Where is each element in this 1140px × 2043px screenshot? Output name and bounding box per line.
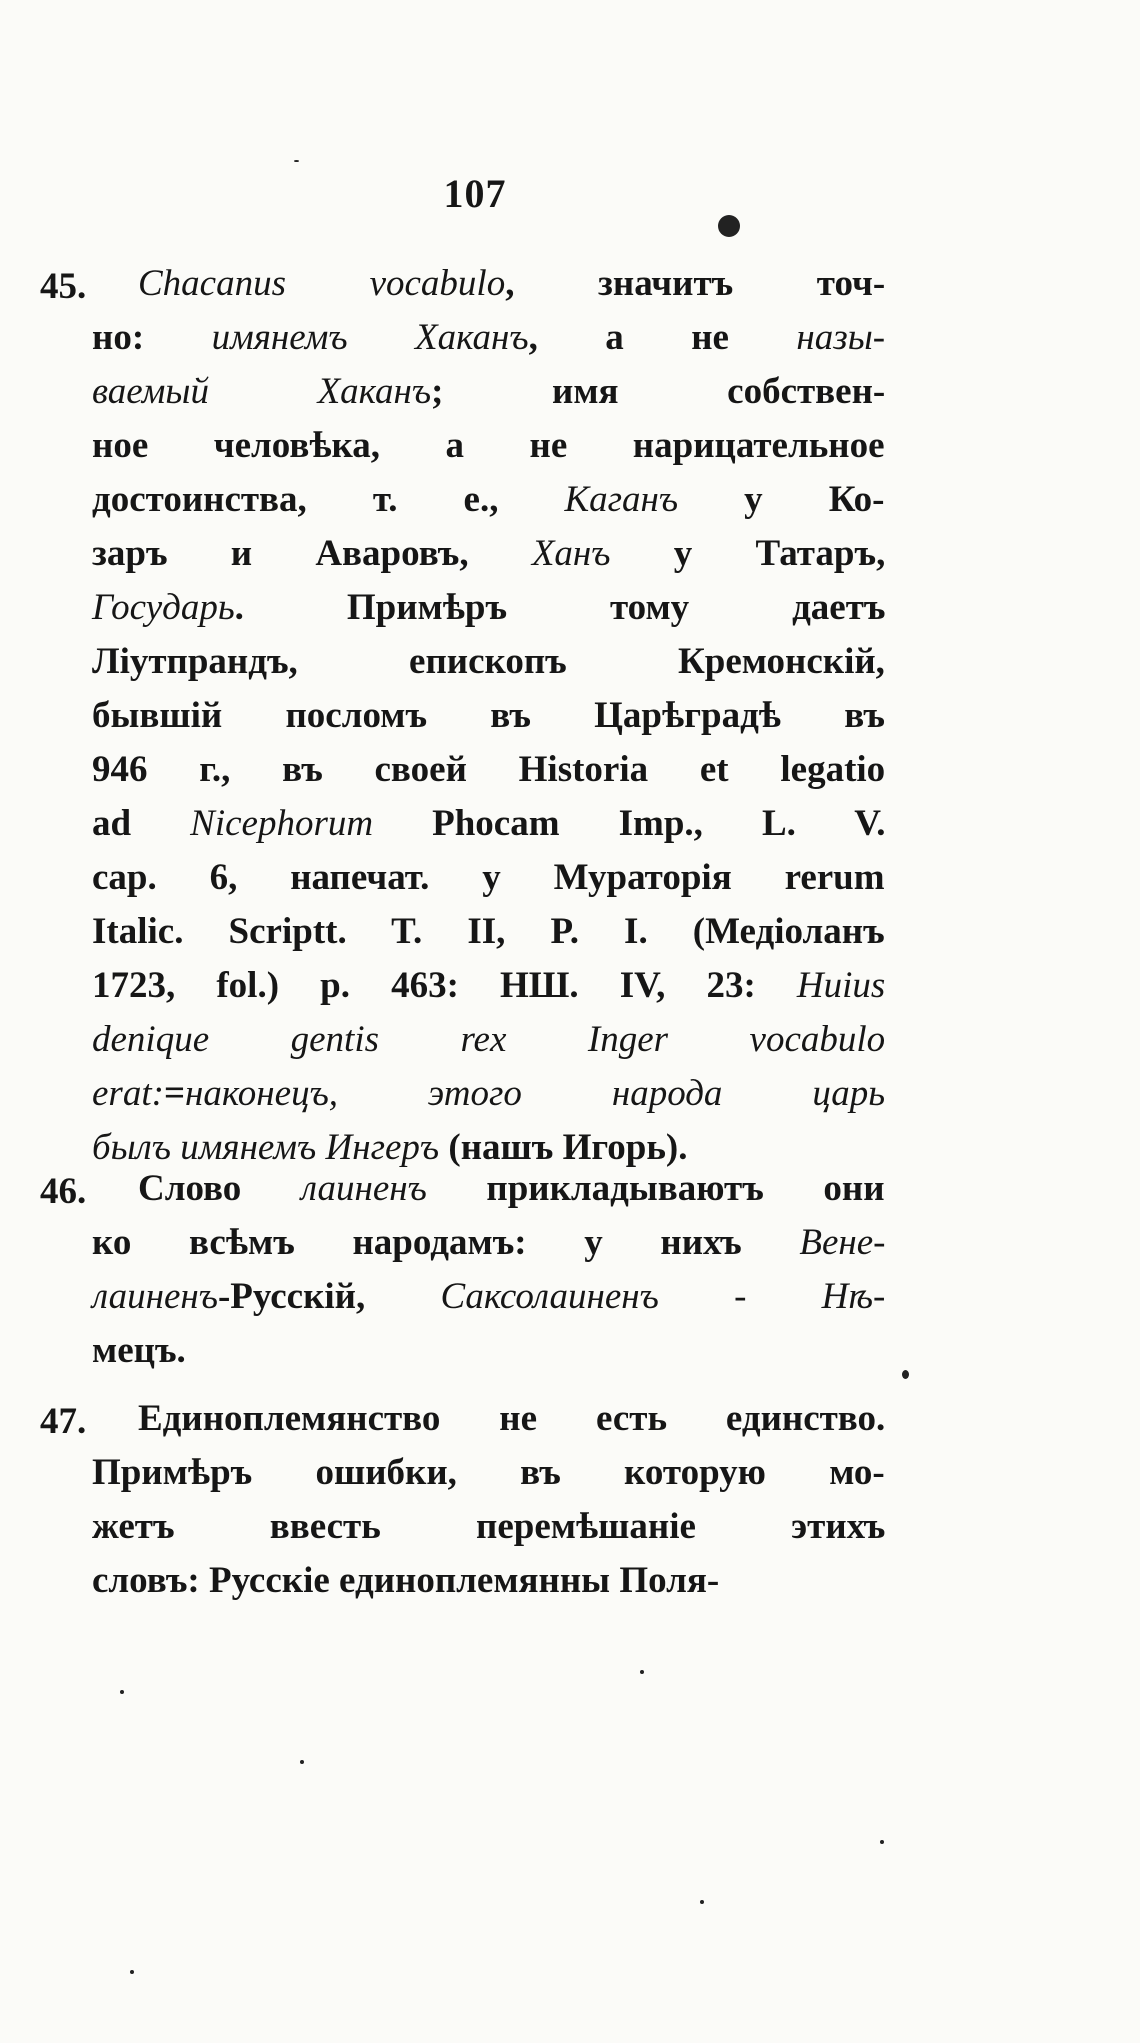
text-span: жетъ ввесть перемѣшаніе этихъ — [92, 1506, 886, 1547]
text-line — [138, 1170, 885, 1207]
italic-text: ваемый Хаканъ — [92, 371, 432, 412]
text-line — [92, 427, 885, 464]
text-span: -Русскій, — [217, 1276, 441, 1317]
text-span: ное человѣка, а не нарицательное — [92, 425, 885, 466]
text-span: ad — [92, 803, 191, 844]
text-line — [92, 751, 885, 788]
text-line — [92, 535, 885, 572]
text-span: 1723, fol.) p. 463: НШ. IV, 23: — [92, 965, 797, 1006]
ink-speck — [700, 1900, 704, 1904]
text-line — [92, 1454, 885, 1491]
text-span: у Татаръ, — [610, 533, 886, 574]
italic-text: denique gentis rex Inger vocabulo — [92, 1019, 886, 1060]
text-line — [92, 1508, 885, 1545]
entry-number: 47. — [40, 1401, 87, 1442]
text-span: Phocam Imp., L. V. — [373, 803, 886, 844]
text-span: мецъ. — [92, 1330, 186, 1371]
text-span: Italic. Scriptt. T. II, P. I. (Медіоланъ — [92, 911, 885, 952]
italic-text: наконецъ, этого народа царь — [185, 1073, 886, 1114]
ink-speck — [902, 1370, 909, 1379]
text-line — [92, 913, 885, 950]
ink-speck — [300, 1760, 304, 1764]
text-span: ко всѣмъ народамъ: у нихъ — [92, 1222, 800, 1263]
ink-blot — [718, 215, 740, 237]
italic-text: лаиненъ — [300, 1168, 427, 1209]
text-line — [92, 805, 885, 842]
text-line — [92, 697, 885, 734]
text-line — [92, 481, 885, 518]
ink-speck — [294, 160, 299, 162]
text-span: Слово — [138, 1168, 301, 1209]
ink-speck — [640, 1670, 644, 1674]
text-line — [92, 1075, 885, 1112]
italic-text: Ханъ — [531, 533, 611, 574]
text-line — [92, 1332, 186, 1369]
text-span: . Примѣръ тому даетъ — [234, 587, 886, 628]
text-span: , значитъ точ- — [505, 263, 886, 304]
text-line — [92, 319, 885, 356]
ink-speck — [880, 1840, 884, 1844]
text-span: ; имя собствен- — [431, 371, 886, 412]
page-number: 107 — [443, 171, 507, 216]
entry-number: 46. — [40, 1171, 87, 1212]
text-line — [138, 1400, 885, 1437]
text-line — [92, 1129, 687, 1166]
italic-text: былъ имянемъ Ингеръ — [92, 1127, 440, 1168]
italic-text: лаиненъ — [92, 1276, 218, 1317]
italic-text: Вене- — [799, 1222, 886, 1263]
ink-speck — [130, 1970, 134, 1974]
italic-text: Саксолаиненъ - Нѣ- — [440, 1276, 886, 1317]
italic-text: назы- — [796, 317, 886, 358]
ink-speck — [120, 1690, 124, 1694]
italic-text: Nicephorum — [190, 803, 374, 844]
italic-text: имянемъ Хаканъ — [211, 317, 529, 358]
text-span: но: — [92, 317, 212, 358]
italic-text: Государь — [92, 587, 235, 628]
text-line — [92, 967, 885, 1004]
text-span: Ліутпрандъ, епископъ Кремонскій, — [92, 641, 885, 682]
italic-text: Chacanus vocabulo — [138, 263, 506, 304]
text-line — [92, 1562, 719, 1599]
text-line — [138, 265, 885, 302]
text-span: у Ко- — [678, 479, 885, 520]
text-line — [92, 589, 885, 626]
text-line — [92, 373, 885, 410]
text-span: заръ и Аваровъ, — [92, 533, 532, 574]
text-span: (нашъ Игорь). — [439, 1127, 688, 1168]
text-span: Примѣръ ошибки, въ которую мо- — [92, 1452, 885, 1493]
text-span: 946 г., въ своей Historia et legatio — [92, 749, 886, 790]
text-span: словъ: Русскіе единоплемянны Поля- — [92, 1560, 720, 1601]
text-line — [92, 643, 885, 680]
text-span: cap. 6, напечат. у Мураторія rerum — [92, 857, 885, 898]
italic-text: erat: — [92, 1073, 164, 1114]
text-line — [92, 1278, 885, 1315]
text-span: бывшій посломъ въ Царѣградѣ въ — [92, 695, 885, 736]
italic-text: Каганъ — [564, 479, 679, 520]
text-span: достоинства, т. е., — [92, 479, 565, 520]
text-span: = — [163, 1073, 186, 1114]
entry-number: 45. — [40, 266, 87, 307]
text-span: прикладываютъ они — [426, 1168, 885, 1209]
text-line — [92, 1021, 885, 1058]
text-span: , а не — [528, 317, 797, 358]
italic-text: Huius — [796, 965, 886, 1006]
text-line — [92, 1224, 885, 1261]
text-span: Единоплемянство не есть единство. — [138, 1398, 886, 1439]
text-line — [92, 859, 885, 896]
